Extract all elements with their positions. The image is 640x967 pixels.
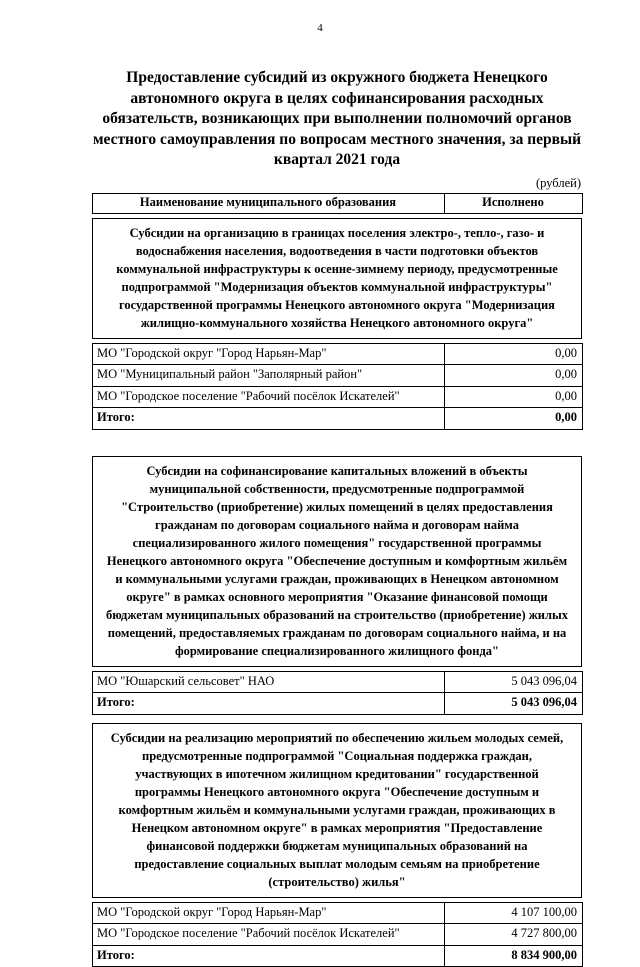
municipality-name: МО "Юшарский сельсовет" НАО	[93, 671, 445, 693]
executed-value: 0,00	[445, 365, 583, 387]
municipality-name: МО "Муниципальный район "Заполярный район"	[93, 365, 445, 387]
municipality-name: МО "Городской округ "Город Нарьян-Мар"	[93, 343, 445, 365]
units-note: (рублей)	[535, 176, 581, 191]
table-row	[93, 343, 583, 365]
executed-value: 4 727 800,00	[445, 924, 583, 946]
municipality-name: МО "Городское поселение "Рабочий посёлок Искателей"	[93, 924, 445, 946]
document-content	[92, 68, 582, 967]
executed-value: 0,00	[445, 343, 583, 365]
section-1-table	[92, 343, 583, 430]
table-row	[93, 671, 583, 693]
executed-value: 5 043 096,04	[445, 671, 583, 693]
municipality-name: МО "Городское поселение "Рабочий посёлок Искателей"	[93, 386, 445, 408]
total-value: 8 834 900,00	[445, 945, 583, 967]
total-row	[93, 945, 583, 967]
subsidy-section-1	[92, 218, 582, 430]
total-row	[93, 693, 583, 715]
section-1-description: Субсидии на организацию в границах поселения электро-, тепло-, газо- и водоснабжения населения, водоотведения в части подготовки объектов коммунальной инфраструктуры к осенне-зимнему периоду, предусмотренные подпрограммой "Модернизация объектов коммунальной инфраструктуры" государственной программы Ненецкого автономного округа "Модернизация жилищно-коммунального хозяйства Ненецкого автономного округа"	[92, 218, 582, 339]
executed-value: 0,00	[445, 386, 583, 408]
table-row	[93, 365, 583, 387]
subsidy-section-3	[92, 723, 582, 967]
table-row	[93, 386, 583, 408]
table-row	[93, 902, 583, 924]
section-3-table	[92, 902, 583, 967]
table-column-headers	[92, 193, 583, 214]
total-label: Итого:	[93, 408, 445, 430]
section-3-description: Субсидии на реализацию мероприятий по обеспечению жильем молодых семей, предусмотренные подпрограммой "Социальная поддержка граждан, участвующих в ипотечном жилищном кредитовании" государственной программы Ненецкого автономного округа "Обеспечение доступным и комфортным жильём и коммунальными услугами граждан, проживающих в Ненецком автономном округе" в рамках мероприятия "Предоставление финансовой поддержки бюджетам муниципальных образований на предоставление социальных выплат молодым семьям на приобретение (строительство) жилья"	[92, 723, 582, 898]
total-label: Итого:	[93, 693, 445, 715]
column-header-executed: Исполнено	[445, 194, 583, 214]
total-value: 0,00	[445, 408, 583, 430]
section-2-table	[92, 671, 583, 715]
section-2-description: Субсидии на софинансирование капитальных вложений в объекты муниципальной собственности, предусмотренные подпрограммой "Строительство (приобретение) жилых помещений в целях предоставления гражданам по договорам социального найма и договорам найма специализированного жилого помещения" государственной программы Ненецкого автономного округа "Обеспечение доступным и комфортным жильём и коммунальными услугами граждан, проживающих в Ненецком автономном округе" в рамках основного мероприятия "Оказание финансовой помощи бюджетам муниципальных образований на строительство (приобретение) жилых помещений, предоставляемых гражданам по договорам социального найма, и на формирование специализированного жилищного фонда"	[92, 456, 582, 667]
subsidy-section-2	[92, 456, 582, 715]
total-value: 5 043 096,04	[445, 693, 583, 715]
column-header-name: Наименование муниципального образования	[93, 194, 445, 214]
document-title: Предоставление субсидий из окружного бюджета Ненецкого автономного округа в целях софинансирования расходных обязательств, возникающих при выполнении полномочий органов местного самоуправления по вопросам местного значения, за первый квартал 2021 года	[92, 69, 582, 169]
executed-value: 4 107 100,00	[445, 902, 583, 924]
table-row	[93, 924, 583, 946]
total-row	[93, 408, 583, 430]
total-label: Итого:	[93, 945, 445, 967]
page-number: 4	[317, 22, 323, 34]
header-row	[93, 194, 583, 214]
municipality-name: МО "Городской округ "Город Нарьян-Мар"	[93, 902, 445, 924]
